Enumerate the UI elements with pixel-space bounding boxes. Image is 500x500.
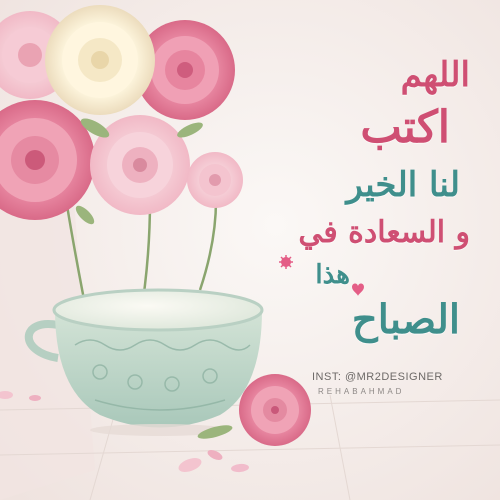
greeting-line-4: و السعادة في	[298, 215, 470, 250]
greeting-line-2: اكتب	[360, 102, 450, 153]
greeting-line-3: لنا الخير	[346, 165, 460, 205]
rose-cream	[45, 5, 155, 115]
star-ornament-rays	[279, 255, 293, 269]
cup-rim	[54, 290, 262, 330]
greeting-line-6: الصباح	[351, 296, 460, 343]
author-credit: REHABAHMAD	[318, 387, 405, 396]
instagram-credit: INST: @MR2DESIGNER	[312, 371, 443, 383]
greeting-line-1: اللهم	[400, 55, 470, 95]
greeting-line-5: هذا	[315, 260, 350, 290]
rose-light	[187, 152, 243, 208]
